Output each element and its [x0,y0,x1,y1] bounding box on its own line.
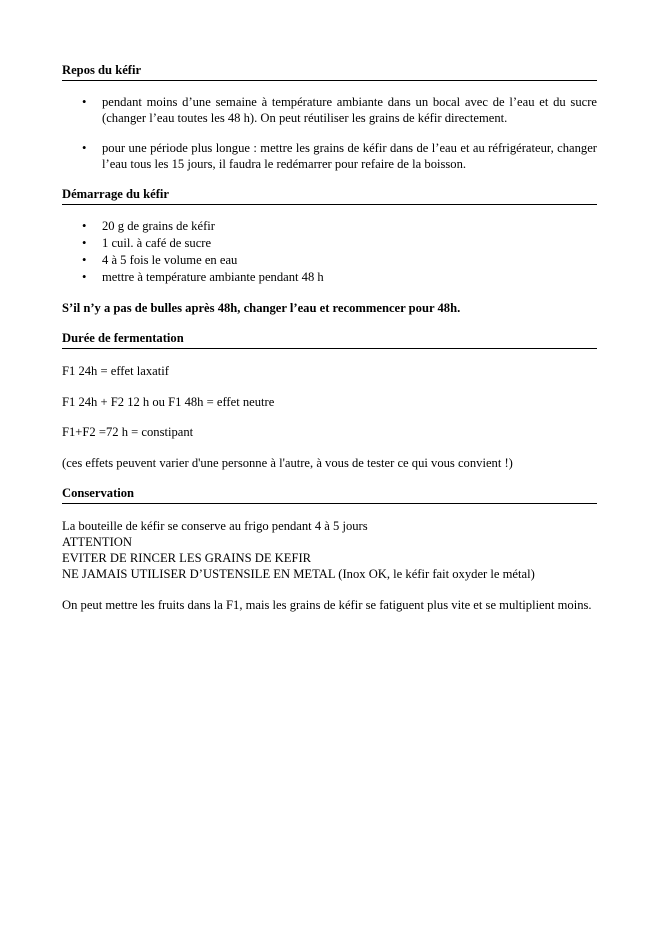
fermentation-line: F1 24h = effet laxatif [62,364,169,378]
list-item [62,218,597,235]
heading-demarrage: Démarrage du kéfir [62,186,597,205]
list-item [62,94,597,126]
fermentation-line: F1 24h + F2 12 h ou F1 48h = effet neutre [62,395,275,409]
conservation-line: NE JAMAIS UTILISER D’USTENSILE EN METAL (Inox OK, le kéfir fait oxyder le métal) [62,567,535,581]
bullet-icon: • [82,141,87,155]
heading-conservation: Conservation [62,485,597,504]
fermentation-note: (ces effets peuvent varier d'une personne à l'autre, à vous de tester ce qui vous convient !) [62,456,513,470]
list-item-text: mettre à température ambiante pendant 48 h [102,270,324,284]
bullet-icon: • [82,270,87,284]
bullet-icon: • [82,236,87,250]
heading-fermentation: Durée de fermentation [62,330,597,349]
list-item-text: 20 g de grains de kéfir [102,219,215,233]
demarrage-note: S’il n’y a pas de bulles après 48h, changer l’eau et recommencer pour 48h. [62,301,461,315]
fermentation-line: F1+F2 =72 h = constipant [62,425,194,439]
list-item [62,235,597,252]
list-item-text: 4 à 5 fois le volume en eau [102,253,238,267]
conservation-line: EVITER DE RINCER LES GRAINS DE KEFIR [62,551,312,565]
repos-list [62,94,597,172]
list-item [62,269,597,286]
list-item-text: pour une période plus longue : mettre les grains de kéfir dans de l’eau et au réfrigérateur, changer l’eau tous les 15 jours, il faudra le redémarrer pour refaire de la boisson. [102,141,597,171]
bullet-icon: • [82,219,87,233]
conservation-line: La bouteille de kéfir se conserve au frigo pendant 4 à 5 jours [62,519,368,533]
list-item-text: pendant moins d’une semaine à température ambiante dans un bocal avec de l’eau et du sucre (changer l’eau toutes les 48 h). On peut réutiliser les grains de kéfir directement. [102,95,597,125]
conservation-paragraph: On peut mettre les fruits dans la F1, mais les grains de kéfir se fatiguent plus vite et se multiplient moins. [62,598,592,612]
page-content [62,62,597,613]
heading-repos: Repos du kéfir [62,62,597,81]
bullet-icon: • [82,95,87,109]
list-item [62,252,597,269]
list-item [62,140,597,172]
demarrage-list [62,218,597,286]
conservation-line: ATTENTION [62,535,132,549]
bullet-icon: • [82,253,87,267]
list-item-text: 1 cuil. à café de sucre [102,236,212,250]
